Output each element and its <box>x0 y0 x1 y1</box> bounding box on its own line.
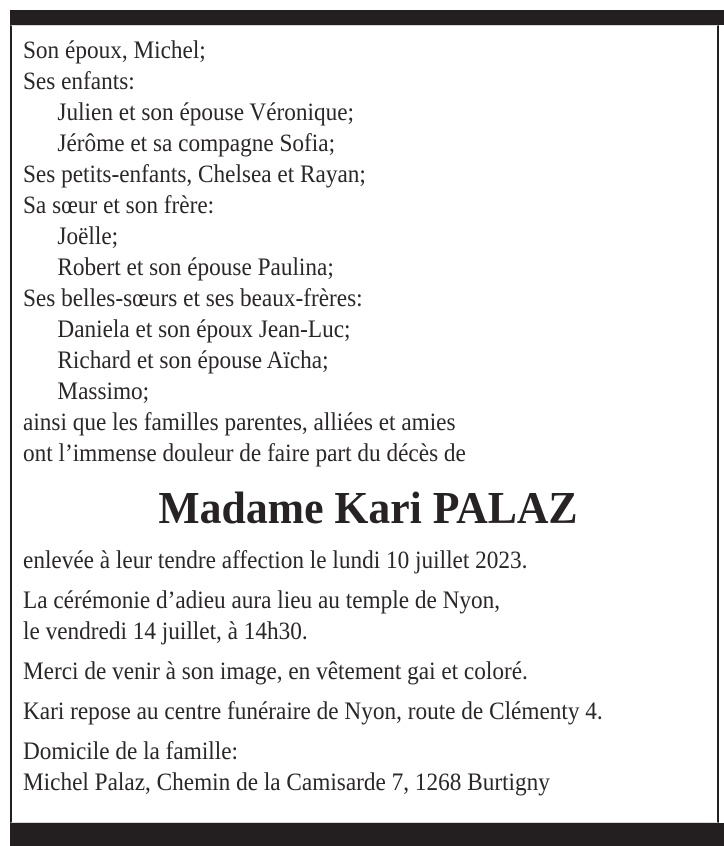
death-notice <box>10 10 724 846</box>
family-line: Ses enfants: <box>23 68 135 95</box>
family-line: Daniela et son époux Jean-Luc; <box>57 316 351 343</box>
notice-body <box>10 25 719 823</box>
notice-line: La cérémonie d’adieu aura lieu au temple de Nyon, <box>23 587 501 614</box>
family-line: Joëlle; <box>57 223 119 250</box>
notice-paragraph <box>23 696 713 727</box>
family-line: Massimo; <box>57 378 150 405</box>
family-line: Ses belles-sœurs et ses beaux-frères: <box>23 285 363 312</box>
announcement-line: ainsi que les familles parentes, alliées et amies <box>23 409 456 436</box>
notice-line: Merci de venir à son image, en vêtement gai et coloré. <box>23 658 528 685</box>
family-line: Richard et son épouse Aïcha; <box>57 347 329 374</box>
notice-line: le vendredi 14 juillet, à 14h30. <box>23 618 308 645</box>
notice-paragraph <box>23 585 713 647</box>
notice-paragraph <box>23 656 713 687</box>
family-list <box>23 35 713 469</box>
notice-line: Domicile de la famille: <box>23 738 238 765</box>
family-line: Robert et son épouse Paulina; <box>57 254 334 281</box>
notice-paragraph <box>23 545 713 576</box>
family-line: Julien et son épouse Véronique; <box>57 99 355 126</box>
deceased-name: Madame Kari PALAZ <box>158 482 578 533</box>
family-line: Sa sœur et son frère: <box>23 192 215 219</box>
notice-line: Kari repose au centre funéraire de Nyon, route de Clémenty 4. <box>23 698 603 725</box>
notice-line: Michel Palaz, Chemin de la Camisarde 7, 1268 Burtigny <box>23 769 550 796</box>
family-line: Son époux, Michel; <box>23 37 206 64</box>
family-line: Jérôme et sa compagne Sofia; <box>57 130 336 157</box>
mourning-border-bottom <box>10 823 724 846</box>
notice-paragraph <box>23 736 713 798</box>
announcement-line: ont l’immense douleur de faire part du décès de <box>23 440 466 467</box>
mourning-border-top <box>10 10 724 25</box>
notice-line: enlevée à leur tendre affection le lundi 10 juillet 2023. <box>23 547 528 574</box>
family-line: Ses petits-enfants, Chelsea et Rayan; <box>23 161 366 188</box>
